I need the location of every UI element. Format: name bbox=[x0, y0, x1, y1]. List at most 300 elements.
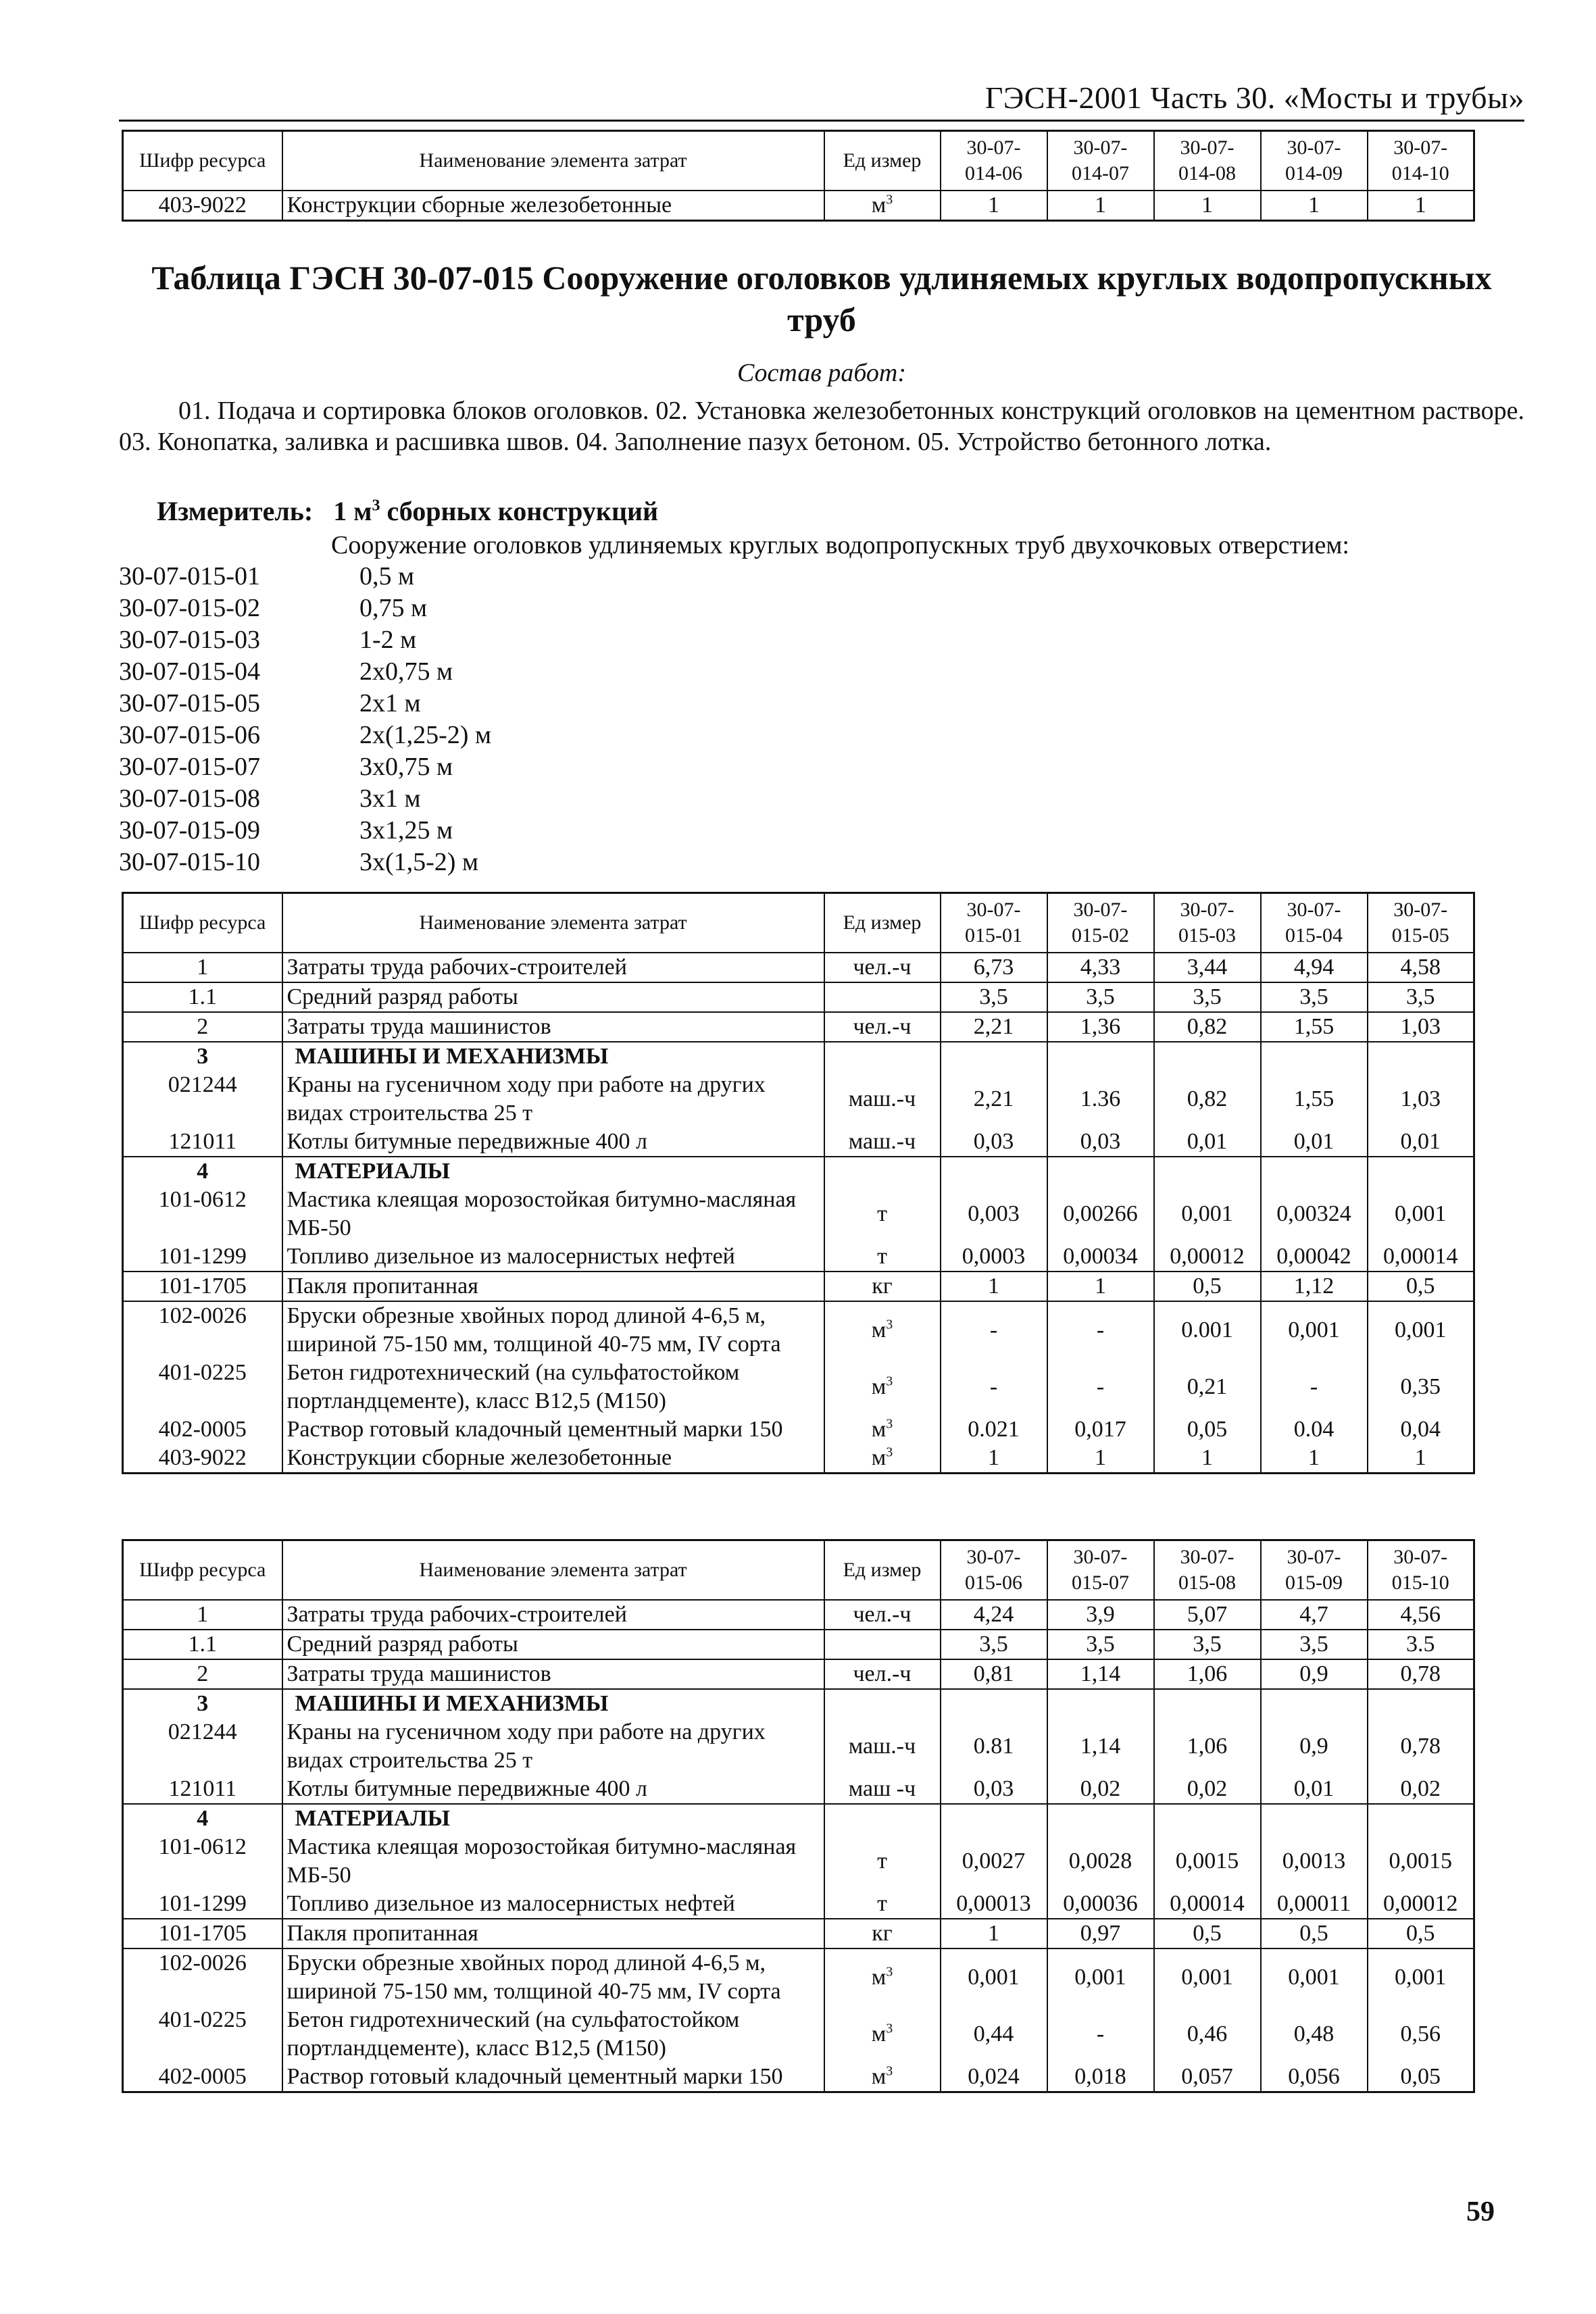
value-cell: 0,82 bbox=[1154, 1071, 1261, 1128]
value-cell bbox=[1047, 1157, 1154, 1186]
unit-cell: т bbox=[824, 1242, 941, 1272]
header-norm-code: 30-07- 014-07 bbox=[1047, 131, 1154, 191]
unit-cell bbox=[824, 1157, 941, 1186]
continuation-table bbox=[122, 130, 1475, 222]
value-cell: 1 bbox=[1368, 191, 1474, 221]
norm-description: 3х(1,5-2) м bbox=[359, 848, 479, 876]
value-cell: 0,78 bbox=[1368, 1718, 1474, 1775]
value-cell bbox=[1154, 1804, 1261, 1833]
norm-code: 30-07-015-05 bbox=[119, 689, 260, 718]
table-row bbox=[123, 1600, 1474, 1630]
value-cell bbox=[1368, 1042, 1474, 1071]
value-cell: 0,9 bbox=[1261, 1718, 1368, 1775]
value-cell bbox=[1154, 1157, 1261, 1186]
value-cell: 0,5 bbox=[1368, 1272, 1474, 1301]
resource-code: 1.1 bbox=[123, 1630, 282, 1659]
norm-code: 30-07-015-04 bbox=[119, 657, 260, 686]
value-cell: 1 bbox=[1047, 1444, 1154, 1474]
header-unit: Ед измер bbox=[824, 893, 941, 953]
resource-code: 2 bbox=[123, 1012, 282, 1042]
unit-cell: $м^3$ bbox=[824, 1948, 941, 2006]
unit-cell: $м^3$ bbox=[824, 2063, 941, 2092]
value-cell: 4,7 bbox=[1261, 1600, 1368, 1630]
value-cell: 0,00012 bbox=[1154, 1242, 1261, 1272]
table-row bbox=[123, 1804, 1474, 1833]
resource-code: 3 bbox=[123, 1042, 282, 1071]
unit-cell: т bbox=[824, 1890, 941, 1919]
value-cell: 3,9 bbox=[1047, 1600, 1154, 1630]
resource-name: Бетон гидротехнический (на сульфатостойком портландцементе), класс В12,5 (М150) bbox=[282, 1359, 824, 1415]
value-cell bbox=[1047, 1042, 1154, 1071]
header-norm-code: 30-07- 015-10 bbox=[1368, 1540, 1474, 1601]
composition-heading: Состав работ: bbox=[737, 359, 907, 387]
table-row bbox=[123, 1833, 1474, 1890]
value-cell: 0,00266 bbox=[1047, 1186, 1154, 1242]
header-norm-code: 30-07- 015-02 bbox=[1047, 893, 1154, 953]
table-header-row bbox=[123, 131, 1474, 191]
value-cell: 0,00034 bbox=[1047, 1242, 1154, 1272]
value-cell: 0,0028 bbox=[1047, 1833, 1154, 1890]
header-name: Наименование элемента затрат bbox=[282, 131, 824, 191]
unit-cell: $м^3$ bbox=[824, 1415, 941, 1444]
value-cell: 3,5 bbox=[1368, 982, 1474, 1012]
value-cell: 0,35 bbox=[1368, 1359, 1474, 1415]
value-cell: 2,21 bbox=[941, 1071, 1047, 1128]
table-title: Таблица ГЭСН 30-07-015 Сооружение оголовков удлиняемых круглых водопропускных труб bbox=[151, 259, 1492, 338]
value-cell: 0,03 bbox=[941, 1775, 1047, 1804]
value-cell: 2,21 bbox=[941, 1012, 1047, 1042]
resource-code: 4 bbox=[123, 1157, 282, 1186]
value-cell: 1,14 bbox=[1047, 1659, 1154, 1689]
header-norm-code: 30-07- 014-10 bbox=[1368, 131, 1474, 191]
value-cell bbox=[1368, 1157, 1474, 1186]
resource-code: 403-9022 bbox=[123, 1444, 282, 1474]
resource-name: Пакля пропитанная bbox=[282, 1272, 824, 1301]
resource-name: Бруски обрезные хвойных пород длиной 4-6,5 м, шириной 75-150 мм, толщиной 40-75 мм, IV сорта bbox=[282, 1301, 824, 1359]
value-cell: 1 bbox=[1261, 1444, 1368, 1474]
table-row bbox=[123, 1718, 1474, 1775]
table-row bbox=[123, 1272, 1474, 1301]
value-cell: 4,56 bbox=[1368, 1600, 1474, 1630]
resource-code: 101-1705 bbox=[123, 1919, 282, 1948]
value-cell bbox=[1261, 1042, 1368, 1071]
value-cell: 1,55 bbox=[1261, 1071, 1368, 1128]
value-cell: 0,03 bbox=[1047, 1128, 1154, 1157]
table-row bbox=[123, 1919, 1474, 1948]
value-cell: 1 bbox=[941, 1919, 1047, 1948]
resource-code: 4 bbox=[123, 1804, 282, 1833]
value-cell: 1 bbox=[1154, 1444, 1261, 1474]
table-row bbox=[123, 1689, 1474, 1718]
value-cell: - bbox=[1047, 1301, 1154, 1359]
value-cell: 0,00324 bbox=[1261, 1186, 1368, 1242]
header-norm-code: 30-07- 015-04 bbox=[1261, 893, 1368, 953]
table-row bbox=[123, 1301, 1474, 1359]
header-unit: Ед измер bbox=[824, 1540, 941, 1601]
table-row bbox=[123, 1012, 1474, 1042]
unit-cell: $м^3$ bbox=[824, 1301, 941, 1359]
value-cell: 0,001 bbox=[1154, 1948, 1261, 2006]
header-norm-code: 30-07- 015-08 bbox=[1154, 1540, 1261, 1601]
value-cell: 0.021 bbox=[941, 1415, 1047, 1444]
norm-code: 30-07-015-07 bbox=[119, 753, 260, 781]
value-cell: 1,03 bbox=[1368, 1012, 1474, 1042]
unit-cell: маш.-ч bbox=[824, 1718, 941, 1775]
value-cell: 0,00014 bbox=[1368, 1242, 1474, 1272]
value-cell: - bbox=[941, 1301, 1047, 1359]
value-cell: 0,05 bbox=[1154, 1415, 1261, 1444]
resource-code: 1.1 bbox=[123, 982, 282, 1012]
code-list-item bbox=[119, 720, 491, 751]
value-cell: 0.04 bbox=[1261, 1415, 1368, 1444]
header-norm-code: 30-07- 015-07 bbox=[1047, 1540, 1154, 1601]
value-cell: 0,78 bbox=[1368, 1659, 1474, 1689]
running-header: ГЭСН-2001 Часть 30. «Мосты и трубы» bbox=[119, 80, 1524, 122]
value-cell: 0,00013 bbox=[941, 1890, 1047, 1919]
value-cell: 0,5 bbox=[1154, 1272, 1261, 1301]
resource-name: Бетон гидротехнический (на сульфатостойком портландцементе), класс В12,5 (М150) bbox=[282, 2006, 824, 2063]
header-unit: Ед измер bbox=[824, 131, 941, 191]
resource-name: Затраты труда машинистов bbox=[282, 1012, 824, 1042]
value-cell: 5,07 bbox=[1154, 1600, 1261, 1630]
value-cell: 1,14 bbox=[1047, 1718, 1154, 1775]
value-cell: 3,5 bbox=[1047, 1630, 1154, 1659]
unit-cell: чел.-ч bbox=[824, 1600, 941, 1630]
value-cell: 3,5 bbox=[941, 982, 1047, 1012]
value-cell: 0,017 bbox=[1047, 1415, 1154, 1444]
value-cell: 4,58 bbox=[1368, 953, 1474, 982]
value-cell bbox=[1261, 1804, 1368, 1833]
value-cell: 0,001 bbox=[941, 1948, 1047, 2006]
table-row bbox=[123, 1128, 1474, 1157]
unit-cell: $м^3$ bbox=[824, 1359, 941, 1415]
table-row bbox=[123, 1415, 1474, 1444]
section-title: МАШИНЫ И МЕХАНИЗМЫ bbox=[282, 1689, 824, 1718]
value-cell: 0,001 bbox=[1261, 1301, 1368, 1359]
norm-description: 0,5 м bbox=[359, 562, 415, 590]
value-cell: 1,06 bbox=[1154, 1718, 1261, 1775]
table-header-row bbox=[123, 893, 1474, 953]
value-cell bbox=[1368, 1689, 1474, 1718]
unit-cell: т bbox=[824, 1833, 941, 1890]
table-row bbox=[123, 1359, 1474, 1415]
resource-name: Раствор готовый кладочный цементный марки 150 bbox=[282, 2063, 824, 2092]
value-cell: 0,00011 bbox=[1261, 1890, 1368, 1919]
header-name: Наименование элемента затрат bbox=[282, 893, 824, 953]
norm-description: 3х1 м bbox=[359, 784, 421, 813]
table-row bbox=[123, 1042, 1474, 1071]
value-cell: 0,46 bbox=[1154, 2006, 1261, 2063]
unit-cell bbox=[824, 1804, 941, 1833]
norm-description: 2х1 м bbox=[359, 689, 421, 718]
value-cell: 0,97 bbox=[1047, 1919, 1154, 1948]
value-cell: 0.001 bbox=[1154, 1301, 1261, 1359]
value-cell: - bbox=[1047, 1359, 1154, 1415]
value-cell: 0,01 bbox=[1368, 1128, 1474, 1157]
table-row bbox=[123, 1242, 1474, 1272]
value-cell: 3,5 bbox=[1047, 982, 1154, 1012]
value-cell bbox=[1261, 1157, 1368, 1186]
resource-name: Раствор готовый кладочный цементный марки 150 bbox=[282, 1415, 824, 1444]
value-cell: 0,56 bbox=[1368, 2006, 1474, 2063]
norm-description: 2х(1,25-2) м bbox=[359, 721, 492, 749]
value-cell: - bbox=[1047, 2006, 1154, 2063]
code-list-item bbox=[119, 783, 491, 815]
code-list-item bbox=[119, 561, 491, 593]
resource-code: 3 bbox=[123, 1689, 282, 1718]
header-norm-code: 30-07- 015-03 bbox=[1154, 893, 1261, 953]
norm-description: 1-2 м bbox=[359, 626, 417, 654]
value-cell: 1.36 bbox=[1047, 1071, 1154, 1128]
code-list-item bbox=[119, 815, 491, 847]
norm-description: 3х0,75 м bbox=[359, 753, 453, 781]
value-cell: 0,01 bbox=[1154, 1128, 1261, 1157]
table-row bbox=[123, 1444, 1474, 1474]
value-cell bbox=[1154, 1689, 1261, 1718]
header-norm-code: 30-07- 014-08 bbox=[1154, 131, 1261, 191]
resource-code: 121011 bbox=[123, 1775, 282, 1804]
resource-code: 102-0026 bbox=[123, 1948, 282, 2006]
value-cell: 0,48 bbox=[1261, 2006, 1368, 2063]
value-cell: 0,001 bbox=[1261, 1948, 1368, 2006]
table-row bbox=[123, 1157, 1474, 1186]
resource-code: 121011 bbox=[123, 1128, 282, 1157]
unit-cell: чел.-ч bbox=[824, 1659, 941, 1689]
table-row bbox=[123, 1186, 1474, 1242]
section-title: МАТЕРИАЛЫ bbox=[282, 1157, 824, 1186]
norms-table-1 bbox=[122, 892, 1475, 1474]
resource-name: Пакля пропитанная bbox=[282, 1919, 824, 1948]
value-cell: 1 bbox=[1047, 1272, 1154, 1301]
value-cell: 0,00014 bbox=[1154, 1890, 1261, 1919]
value-cell: 0,02 bbox=[1154, 1775, 1261, 1804]
resource-code: 1 bbox=[123, 953, 282, 982]
header-norm-code: 30-07- 015-01 bbox=[941, 893, 1047, 953]
value-cell bbox=[941, 1157, 1047, 1186]
value-cell: 0,057 bbox=[1154, 2063, 1261, 2092]
value-cell: 4,24 bbox=[941, 1600, 1047, 1630]
value-cell: 1,55 bbox=[1261, 1012, 1368, 1042]
header-norm-code: 30-07- 015-06 bbox=[941, 1540, 1047, 1601]
table-row bbox=[123, 2006, 1474, 2063]
resource-name: Мастика клеящая морозостойкая битумно-масляная МБ-50 bbox=[282, 1833, 824, 1890]
page-number: 59 bbox=[1466, 2196, 1495, 2228]
value-cell bbox=[941, 1042, 1047, 1071]
value-cell: 0,001 bbox=[1047, 1948, 1154, 2006]
value-cell: 0,0003 bbox=[941, 1242, 1047, 1272]
header-norm-code: 30-07- 014-09 bbox=[1261, 131, 1368, 191]
unit-cell bbox=[824, 1630, 941, 1659]
table-row bbox=[123, 982, 1474, 1012]
value-cell: 0,056 bbox=[1261, 2063, 1368, 2092]
table-row bbox=[123, 1630, 1474, 1659]
value-cell: 0,018 bbox=[1047, 2063, 1154, 2092]
value-cell bbox=[941, 1689, 1047, 1718]
value-cell: 3.5 bbox=[1368, 1630, 1474, 1659]
code-list-item bbox=[119, 688, 491, 720]
norms-table-2 bbox=[122, 1539, 1475, 2093]
resource-code: 402-0005 bbox=[123, 1415, 282, 1444]
resource-name: Котлы битумные передвижные 400 л bbox=[282, 1128, 824, 1157]
unit-cell: $м^3$ bbox=[824, 2006, 941, 2063]
value-cell: 0,5 bbox=[1154, 1919, 1261, 1948]
value-cell: 3,5 bbox=[1154, 1630, 1261, 1659]
resource-name: Краны на гусеничном ходу при работе на других видах строительства 25 т bbox=[282, 1718, 824, 1775]
resource-code: 2 bbox=[123, 1659, 282, 1689]
value-cell: 0,0015 bbox=[1368, 1833, 1474, 1890]
value-cell: 3,44 bbox=[1154, 953, 1261, 982]
norm-code: 30-07-015-02 bbox=[119, 594, 260, 622]
norm-description: 0,75 м bbox=[359, 594, 428, 622]
resource-name: Мастика клеящая морозостойкая битумно-масляная МБ-50 bbox=[282, 1186, 824, 1242]
resource-code: 101-1705 bbox=[123, 1272, 282, 1301]
resource-code: 101-0612 bbox=[123, 1833, 282, 1890]
value-cell: 1,12 bbox=[1261, 1272, 1368, 1301]
value-cell: 0,001 bbox=[1368, 1948, 1474, 2006]
resource-name: Котлы битумные передвижные 400 л bbox=[282, 1775, 824, 1804]
value-cell: 0,001 bbox=[1368, 1301, 1474, 1359]
unit-cell bbox=[824, 1689, 941, 1718]
value-cell: 1 bbox=[941, 1272, 1047, 1301]
resource-code: 101-0612 bbox=[123, 1186, 282, 1242]
resource-name: Топливо дизельное из малосернистых нефтей bbox=[282, 1890, 824, 1919]
value-cell: 0,02 bbox=[1368, 1775, 1474, 1804]
value-cell: 3,5 bbox=[1154, 982, 1261, 1012]
value-cell: 6,73 bbox=[941, 953, 1047, 982]
resource-name: Краны на гусеничном ходу при работе на других видах строительства 25 т bbox=[282, 1071, 824, 1128]
unit-cell: кг bbox=[824, 1272, 941, 1301]
code-list-item bbox=[119, 751, 491, 783]
resource-code: 401-0225 bbox=[123, 1359, 282, 1415]
value-cell: 0,5 bbox=[1261, 1919, 1368, 1948]
value-cell: 0.81 bbox=[941, 1718, 1047, 1775]
resource-name: Средний разряд работы bbox=[282, 1630, 824, 1659]
table-row bbox=[123, 2063, 1474, 2092]
resource-code: 402-0005 bbox=[123, 2063, 282, 2092]
header-code: Шифр ресурса bbox=[123, 1540, 282, 1601]
resource-code: 101-1299 bbox=[123, 1242, 282, 1272]
header-norm-code: 30-07- 015-09 bbox=[1261, 1540, 1368, 1601]
code-list-intro: Сооружение оголовков удлиняемых круглых водопропускных труб двухочковых отверстием: bbox=[331, 531, 1349, 559]
value-cell bbox=[1047, 1804, 1154, 1833]
unit-cell: маш.-ч bbox=[824, 1128, 941, 1157]
value-cell: 1 bbox=[1368, 1444, 1474, 1474]
value-cell: 0,00042 bbox=[1261, 1242, 1368, 1272]
value-cell bbox=[941, 1804, 1047, 1833]
resource-code: 021244 bbox=[123, 1071, 282, 1128]
table-row bbox=[123, 1659, 1474, 1689]
header-name: Наименование элемента затрат bbox=[282, 1540, 824, 1601]
value-cell bbox=[1154, 1042, 1261, 1071]
norm-code: 30-07-015-10 bbox=[119, 848, 260, 876]
resource-code: 021244 bbox=[123, 1718, 282, 1775]
resource-name: Затраты труда рабочих-строителей bbox=[282, 953, 824, 982]
norm-code: 30-07-015-03 bbox=[119, 626, 260, 654]
value-cell: 3,5 bbox=[1261, 982, 1368, 1012]
resource-name: Бруски обрезные хвойных пород длиной 4-6,5 м, шириной 75-150 мм, толщиной 40-75 мм, IV сорта bbox=[282, 1948, 824, 2006]
value-cell: 0,01 bbox=[1261, 1128, 1368, 1157]
resource-name: Затраты труда машинистов bbox=[282, 1659, 824, 1689]
value-cell: 0,02 bbox=[1047, 1775, 1154, 1804]
value-cell: 0,00012 bbox=[1368, 1890, 1474, 1919]
norm-code: 30-07-015-08 bbox=[119, 784, 260, 813]
code-list-item bbox=[119, 593, 491, 624]
header-code: Шифр ресурса bbox=[123, 893, 282, 953]
unit-cell bbox=[824, 1042, 941, 1071]
resource-code: 403-9022 bbox=[123, 191, 282, 221]
unit-cell: чел.-ч bbox=[824, 1012, 941, 1042]
value-cell: 0,44 bbox=[941, 2006, 1047, 2063]
resource-name: Конструкции сборные железобетонные bbox=[282, 191, 824, 221]
value-cell: 0,01 bbox=[1261, 1775, 1368, 1804]
table-row bbox=[123, 1890, 1474, 1919]
composition-text: 01. Подача и сортировка блоков оголовков. 02. Установка железобетонных конструкций оголовков на цементном растворе. 03. Конопатка, заливка и расшивка швов. 04. Заполнение пазух бетоном. 05. Устройство бетонного лотка. bbox=[119, 397, 1524, 456]
value-cell: 1 bbox=[941, 191, 1047, 221]
table-row bbox=[123, 1948, 1474, 2006]
meter-label: Измеритель: bbox=[157, 496, 314, 526]
code-list bbox=[119, 561, 491, 878]
resource-name: Топливо дизельное из малосернистых нефтей bbox=[282, 1242, 824, 1272]
value-cell: 0,00036 bbox=[1047, 1890, 1154, 1919]
table-row bbox=[123, 1775, 1474, 1804]
table-row bbox=[123, 1071, 1474, 1128]
value-cell bbox=[1261, 1689, 1368, 1718]
value-cell: - bbox=[1261, 1359, 1368, 1415]
table-row bbox=[123, 953, 1474, 982]
norm-code: 30-07-015-09 bbox=[119, 816, 260, 845]
value-cell: 0,0015 bbox=[1154, 1833, 1261, 1890]
resource-code: 401-0225 bbox=[123, 2006, 282, 2063]
value-cell: 0,5 bbox=[1368, 1919, 1474, 1948]
value-cell: 0,001 bbox=[1154, 1186, 1261, 1242]
value-cell: 0,9 bbox=[1261, 1659, 1368, 1689]
unit-cell: маш.-ч bbox=[824, 1071, 941, 1128]
value-cell: 1 bbox=[1261, 191, 1368, 221]
norm-description: 3х1,25 м bbox=[359, 816, 453, 845]
value-cell: 1 bbox=[1154, 191, 1261, 221]
norm-description: 2х0,75 м bbox=[359, 657, 453, 686]
value-cell: 0,04 bbox=[1368, 1415, 1474, 1444]
header-code: Шифр ресурса bbox=[123, 131, 282, 191]
value-cell bbox=[1368, 1804, 1474, 1833]
section-title: МАШИНЫ И МЕХАНИЗМЫ bbox=[282, 1042, 824, 1071]
value-cell: 1 bbox=[1047, 191, 1154, 221]
value-cell: 1,03 bbox=[1368, 1071, 1474, 1128]
value-cell: 0,03 bbox=[941, 1128, 1047, 1157]
table-header-row bbox=[123, 1540, 1474, 1601]
value-cell: 0,003 bbox=[941, 1186, 1047, 1242]
value-cell: 0,05 bbox=[1368, 2063, 1474, 2092]
value-cell: 4,33 bbox=[1047, 953, 1154, 982]
resource-code: 101-1299 bbox=[123, 1890, 282, 1919]
resource-code: 102-0026 bbox=[123, 1301, 282, 1359]
code-list-item bbox=[119, 847, 491, 878]
unit-cell: $м^3$ bbox=[824, 1444, 941, 1474]
norm-code: 30-07-015-01 bbox=[119, 562, 260, 590]
value-cell: 1 bbox=[941, 1444, 1047, 1474]
resource-name: Конструкции сборные железобетонные bbox=[282, 1444, 824, 1474]
resource-name: Затраты труда рабочих-строителей bbox=[282, 1600, 824, 1630]
norm-code: 30-07-015-06 bbox=[119, 721, 260, 749]
unit-cell: кг bbox=[824, 1919, 941, 1948]
value-cell: 0,81 bbox=[941, 1659, 1047, 1689]
header-norm-code: 30-07- 014-06 bbox=[941, 131, 1047, 191]
table-row bbox=[123, 191, 1474, 221]
value-cell: 3,5 bbox=[1261, 1630, 1368, 1659]
meter-line bbox=[157, 495, 658, 527]
value-cell bbox=[1047, 1689, 1154, 1718]
header-norm-code: 30-07- 015-05 bbox=[1368, 893, 1474, 953]
